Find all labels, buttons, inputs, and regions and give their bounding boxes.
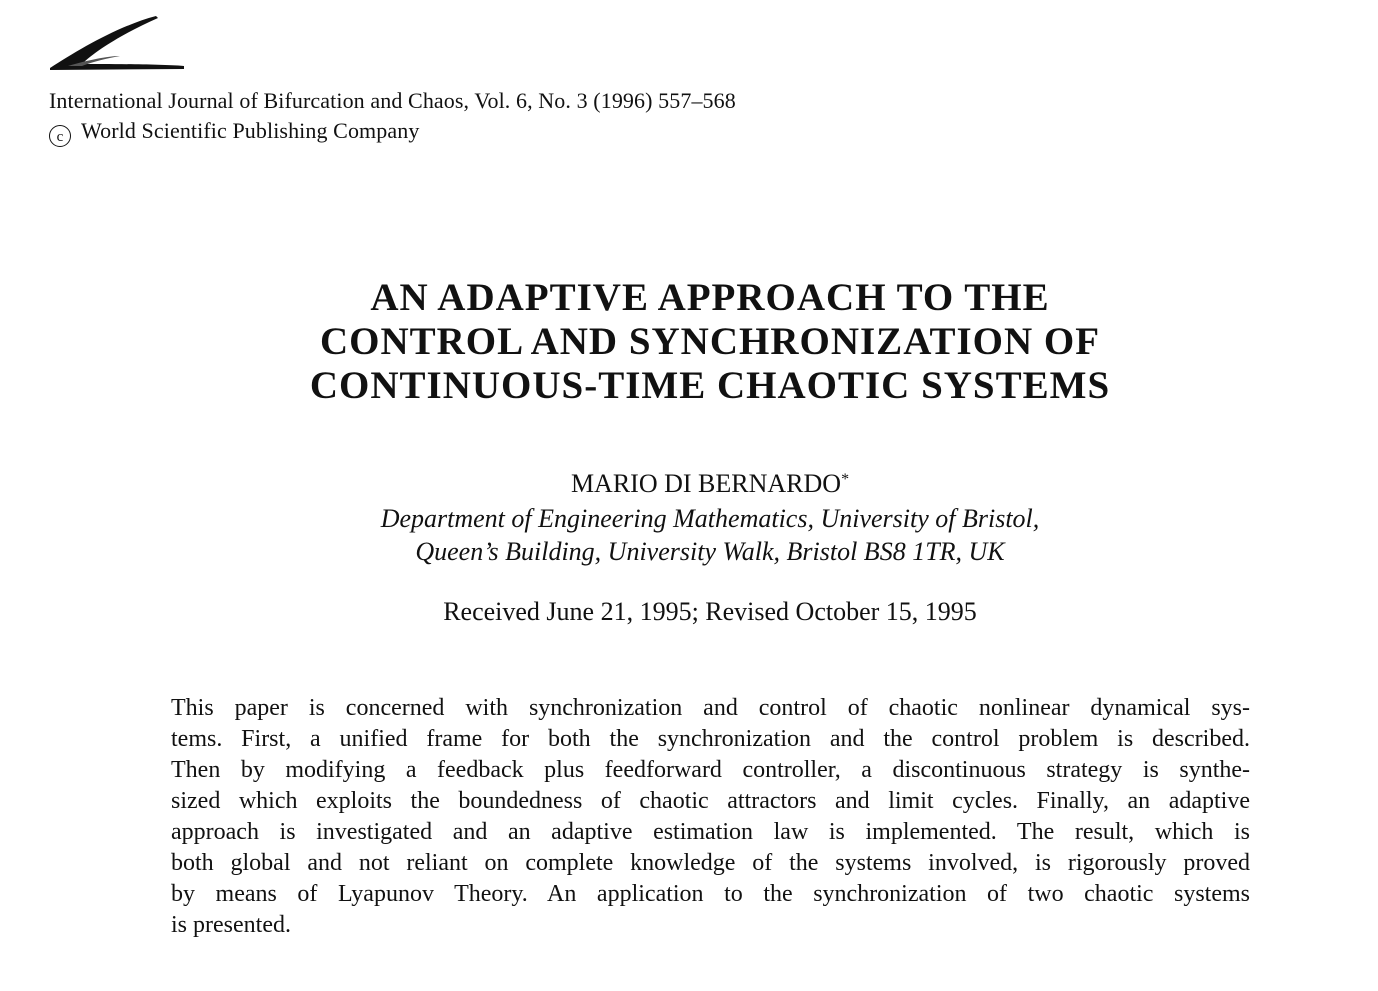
title-line: CONTROL AND SYNCHRONIZATION OF xyxy=(319,320,1101,363)
abstract-line: tems. First, a unified frame for both the synchronization and the control problem is described. xyxy=(171,726,1250,752)
abstract-line: sized which exploits the boundedness of chaotic attractors and limit cycles. Finally, an adaptive xyxy=(171,788,1250,814)
journal-citation: International Journal of Bifurcation and Chaos, Vol. 6, No. 3 (1996) 557–568 xyxy=(49,88,736,113)
copyright-line xyxy=(49,116,736,147)
copyright-icon: c xyxy=(49,125,71,147)
author-name: MARIO DI BERNARDO xyxy=(570,469,842,498)
paper-title xyxy=(200,276,1220,408)
abstract xyxy=(171,693,1250,941)
abstract-line: both global and not reliant on complete knowledge of the systems involved, is rigorously proved xyxy=(171,850,1250,876)
affiliation-line: Queen’s Building, University Walk, Bristol BS8 1TR, UK xyxy=(415,537,1005,566)
author-affiliation xyxy=(200,502,1220,568)
abstract-line: approach is investigated and an adaptive estimation law is implemented. The result, which is xyxy=(171,819,1250,845)
author-line xyxy=(200,467,1220,501)
abstract-line: This paper is concerned with synchronization and control of chaotic nonlinear dynamical sys- xyxy=(171,695,1250,721)
affiliation-line: Department of Engineering Mathematics, University of Bristol, xyxy=(380,504,1040,533)
abstract-line: is presented. xyxy=(171,912,291,938)
title-line: CONTINUOUS-TIME CHAOTIC SYSTEMS xyxy=(309,364,1111,407)
abstract-line: by means of Lyapunov Theory. An application to the synchronization of two chaotic systems xyxy=(171,881,1250,907)
received-dates: Received June 21, 1995; Revised October 15, 1995 xyxy=(443,597,977,626)
publisher-name: World Scientific Publishing Company xyxy=(81,118,420,143)
author-footnote-mark: * xyxy=(841,471,850,488)
journal-header xyxy=(49,86,736,147)
abstract-line: Then by modifying a feedback plus feedforward controller, a discontinuous strategy is synthe- xyxy=(171,757,1250,783)
publisher-logo-icon xyxy=(48,14,188,74)
title-line: AN ADAPTIVE APPROACH TO THE xyxy=(370,276,1050,319)
